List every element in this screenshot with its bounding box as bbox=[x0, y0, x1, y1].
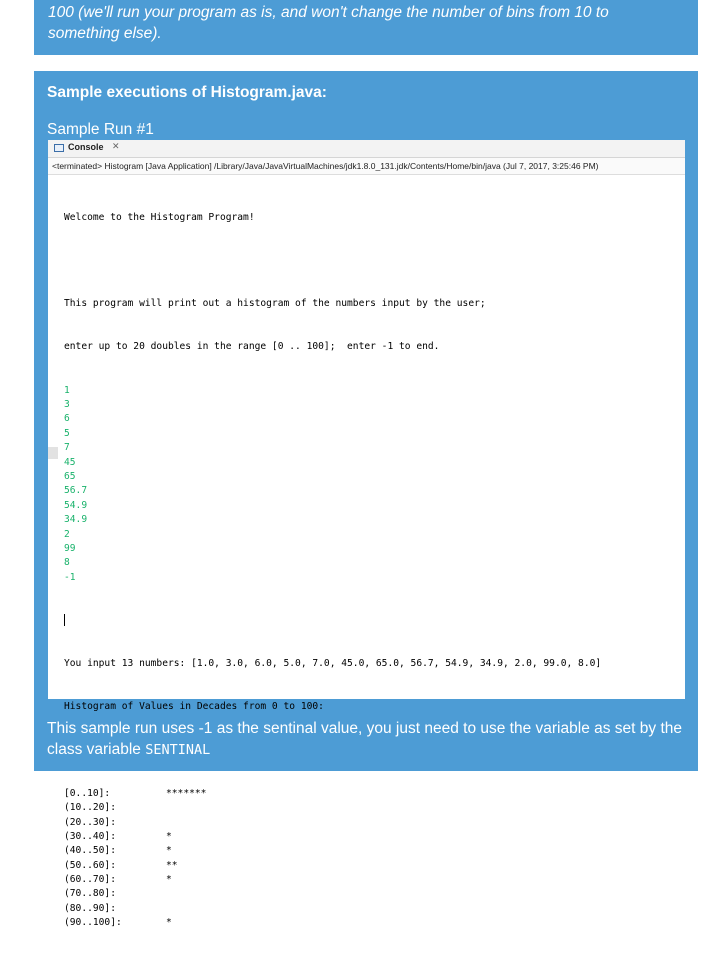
console-status-text: <terminated> Histogram [Java Application] /Library/Java/JavaVirtualMachines/jdk1.8.0_131.jdk/Contents/Home/bin/java (Jul 7, 2017, 3:25:46 PM) bbox=[52, 161, 599, 171]
histogram-title: Histogram of Values in Decades from 0 to 100: bbox=[64, 701, 324, 713]
welcome-line: Welcome to the Histogram Program! bbox=[64, 211, 255, 223]
histogram-row bbox=[64, 873, 684, 887]
user-input-line: 34.9 bbox=[64, 514, 88, 526]
user-input-line: 2 bbox=[64, 528, 70, 540]
histogram-bin-bars: * bbox=[166, 874, 172, 886]
user-input-line: 99 bbox=[64, 542, 76, 554]
intro-line-2: enter up to 20 doubles in the range [0 .. 100]; enter -1 to end. bbox=[64, 341, 440, 353]
user-input-lines bbox=[64, 384, 684, 585]
sample-executions-panel bbox=[34, 71, 698, 929]
console-tab-label: Console bbox=[68, 142, 104, 152]
histogram-row bbox=[64, 787, 684, 801]
histogram-row bbox=[64, 902, 684, 916]
user-input-line: -1 bbox=[64, 571, 76, 583]
user-input-line: 56.7 bbox=[64, 485, 88, 497]
histogram-row bbox=[64, 859, 684, 873]
histogram-row bbox=[64, 916, 684, 930]
console-icon bbox=[54, 144, 64, 152]
close-icon[interactable]: ✕ bbox=[112, 141, 120, 151]
input-line-marker bbox=[48, 447, 58, 459]
assignment-note: 100 (we'll run your program as is, and won't change the number of bins from 10 to something else). bbox=[48, 4, 609, 42]
assignment-note-panel bbox=[34, 0, 698, 55]
intro-line-1: This program will print out a histogram of the numbers input by the user; bbox=[64, 298, 486, 310]
histogram-row bbox=[64, 887, 684, 901]
user-input-line: 8 bbox=[64, 557, 70, 569]
sample-run-note bbox=[47, 718, 687, 761]
section-heading: Sample executions of Histogram.java: bbox=[47, 84, 327, 101]
sample-run-title: Sample Run #1 bbox=[47, 121, 154, 138]
user-input-line: 3 bbox=[64, 399, 70, 411]
histogram-row bbox=[64, 801, 684, 815]
user-input-line: 6 bbox=[64, 413, 70, 425]
histogram bbox=[64, 787, 684, 931]
user-input-line: 5 bbox=[64, 427, 70, 439]
sentinal-code: SENTINAL bbox=[145, 742, 211, 758]
histogram-bin-label: (30..40]: bbox=[64, 830, 116, 842]
input-cursor-line bbox=[64, 614, 684, 628]
console-output[interactable] bbox=[64, 182, 684, 959]
histogram-bin-label: (20..30]: bbox=[64, 816, 116, 828]
histogram-bin-bars: * bbox=[166, 917, 172, 929]
histogram-bin-label: (70..80]: bbox=[64, 888, 116, 900]
histogram-bin-label: (60..70]: bbox=[64, 874, 116, 886]
user-input-line: 65 bbox=[64, 470, 76, 482]
summary-line: You input 13 numbers: [1.0, 3.0, 6.0, 5.0, 7.0, 45.0, 65.0, 56.7, 54.9, 34.9, 2.0, 99.0, 8.0] bbox=[64, 658, 602, 670]
histogram-row bbox=[64, 830, 684, 844]
histogram-row bbox=[64, 816, 684, 830]
user-input-line: 45 bbox=[64, 456, 76, 468]
histogram-bin-label: (50..60]: bbox=[64, 859, 116, 871]
histogram-bin-bars: ******* bbox=[166, 787, 207, 799]
user-input-line: 54.9 bbox=[64, 499, 88, 511]
histogram-bin-bars: * bbox=[166, 830, 172, 842]
text-cursor bbox=[64, 614, 65, 626]
histogram-bin-label: (10..20]: bbox=[64, 802, 116, 814]
user-input-line: 1 bbox=[64, 384, 70, 396]
histogram-bin-label: [0..10]: bbox=[64, 787, 111, 799]
console-status-bar bbox=[48, 158, 685, 175]
histogram-bin-label: (80..90]: bbox=[64, 902, 116, 914]
histogram-row bbox=[64, 844, 684, 858]
histogram-bin-bars: * bbox=[166, 845, 172, 857]
user-input-line: 7 bbox=[64, 442, 70, 454]
histogram-bin-label: (90..100]: bbox=[64, 917, 122, 929]
console-tab[interactable] bbox=[48, 140, 685, 158]
histogram-bin-label: (40..50]: bbox=[64, 845, 116, 857]
histogram-bin-bars: ** bbox=[166, 859, 178, 871]
sample-run-note-text: This sample run uses -1 as the sentinal value, you just need to use the variable as set by the class variable bbox=[47, 720, 683, 758]
